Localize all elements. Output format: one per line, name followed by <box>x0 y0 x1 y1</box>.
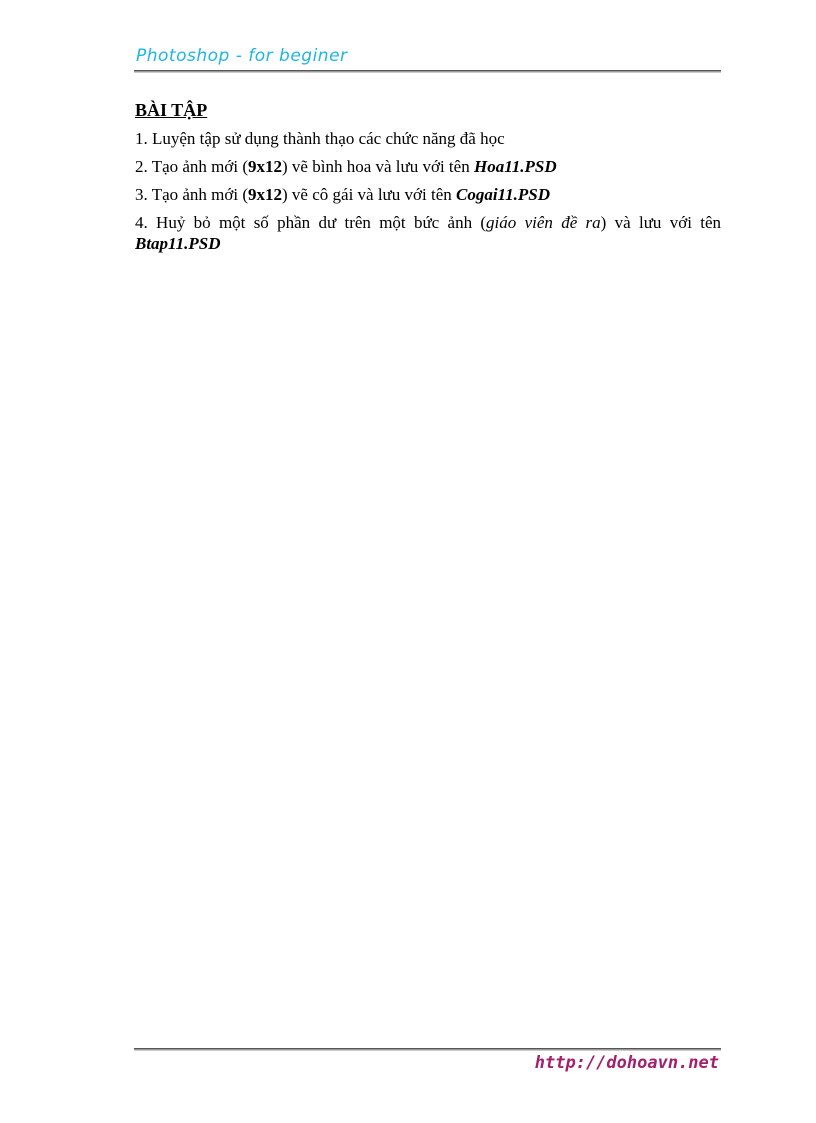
exercise-item-2 <box>135 156 721 177</box>
file-name: Btap11.PSD <box>135 234 221 253</box>
exercise-item-1 <box>135 128 721 149</box>
image-size: 9x12 <box>248 185 283 204</box>
exercise-text: 4. Huỷ bỏ một số phần dư trên một bức ảnh ( <box>135 213 487 232</box>
file-name: Hoa11.PSD <box>473 157 557 176</box>
teacher-note: giáo viên đề ra <box>486 213 601 232</box>
exercise-item-4 <box>135 212 721 254</box>
section-heading: BÀI TẬP <box>135 100 208 120</box>
footer-link[interactable]: http://dohoavn.net <box>534 1053 719 1073</box>
header-title: Photoshop - for beginer <box>136 46 348 66</box>
exercise-text: 1. Luyện tập sử dụng thành thạo các chức năng đã học <box>135 129 505 148</box>
exercise-text: ) vẽ bình hoa và lưu với tên <box>282 157 474 176</box>
exercise-section <box>135 98 721 261</box>
exercise-text: ) vẽ cô gái và lưu với tên <box>282 185 456 204</box>
footer-divider <box>134 1048 721 1051</box>
exercise-item-3 <box>135 184 721 205</box>
image-size: 9x12 <box>248 157 283 176</box>
exercise-text: ) và lưu với tên <box>600 213 722 232</box>
exercise-text: 3. Tạo ảnh mới ( <box>135 185 249 204</box>
file-name: Cogai11.PSD <box>456 185 550 204</box>
header-divider <box>134 70 721 73</box>
exercise-text: 2. Tạo ảnh mới ( <box>135 157 249 176</box>
